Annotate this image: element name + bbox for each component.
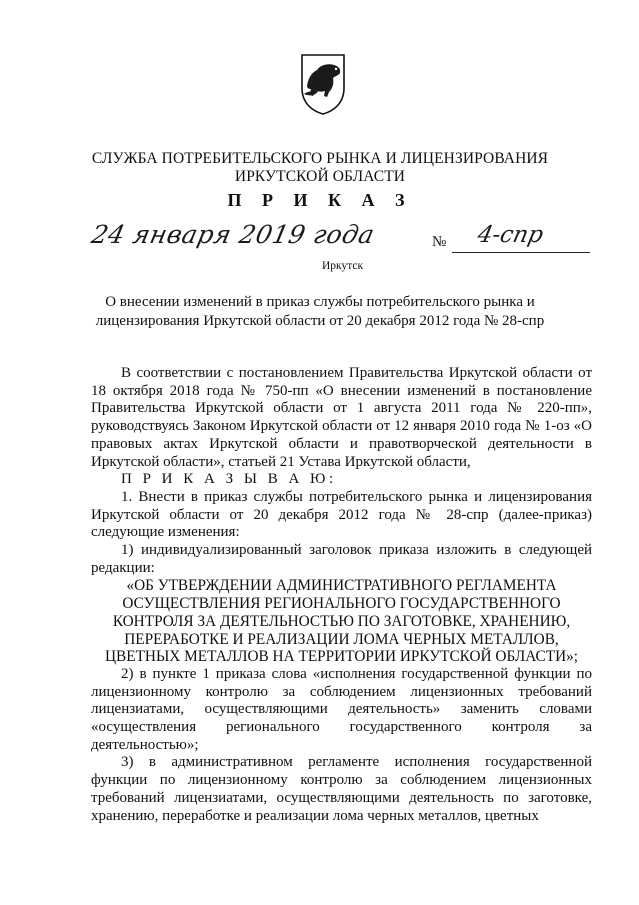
- item-1-paragraph: 1. Внести в приказ службы потребительского рынка и лицензирования Иркутской области от 20 декабря 2012 года № 28-спр (далее-приказ) следующие изменения:: [91, 488, 592, 541]
- subject-line-1: О внесении изменений в приказ службы потребительского рынка и: [105, 294, 535, 310]
- order-subject: [70, 293, 570, 331]
- city-label: Иркутск: [322, 260, 364, 272]
- number-sign: №: [432, 234, 447, 250]
- subitem-1-intro: 1) индивидуализированный заголовок приказа изложить в следующей редакции:: [91, 542, 592, 576]
- new-title-block: «ОБ УТВЕРЖДЕНИИ АДМИНИСТРАТИВНОГО РЕГЛАМЕНТА ОСУЩЕСТВЛЕНИЯ РЕГИОНАЛЬНОГО ГОСУДАРСТВЕННОГО КОНТРОЛЯ ЗА ДЕЯТЕЛЬНОСТЬЮ ПО ЗАГОТОВКЕ, ХРАНЕНИЮ, ПЕРЕРАБОТКЕ И РЕАЛИЗАЦИИ ЛОМА ЧЕРНЫХ МЕТАЛЛОВ, ЦВЕТНЫХ МЕТАЛЛОВ НА ТЕРРИТОРИИ ИРКУТСКОЙ ОБЛАСТИ»;: [104, 577, 579, 666]
- document-type-title: П Р И К А З: [227, 190, 413, 210]
- order-word: П Р И К А З Ы В А Ю:: [121, 471, 337, 488]
- agency-name: [60, 150, 580, 186]
- preamble-paragraph: В соответствии с постановлением Правительства Иркутской области от 18 октября 2018 года № 750-пп «О внесении изменений в постановление Правительства Иркутской области от 1 августа 2011 года № 220-пп», руководствуясь Законом Иркутской области от 12 января 2010 года № 1-оз «О правовых актах Иркутской области и правотворческой деятельности в Иркутской области», статьей 21 Устава Иркутской области,: [91, 365, 592, 470]
- agency-line-2: ИРКУТСКОЙ ОБЛАСТИ: [234, 168, 406, 185]
- coat-of-arms-emblem: [298, 52, 348, 116]
- subitem-2-paragraph: 2) в пункте 1 приказа слова «исполнения государственной функции по лицензионному контролю за соблюдением лицензионных требований лицензиатами, осуществляющими деятельность» заменить словами «осуществления регионального государственного контроля за деятельностью»;: [91, 665, 592, 753]
- order-body: [91, 365, 592, 825]
- agency-line-1: СЛУЖБА ПОТРЕБИТЕЛЬСКОГО РЫНКА И ЛИЦЕНЗИРОВАНИЯ: [91, 150, 549, 167]
- subitem-3-paragraph: 3) в административном регламенте исполнения государственной функции по лицензионному контролю за соблюдением лицензионных требований лицензиатами, осуществляющими деятельность по заготовке, хранению, переработке и реализации лома черных металлов, цветных: [91, 754, 592, 824]
- handwritten-order-number: 4-спр: [475, 222, 546, 248]
- handwritten-date: 24 января 2019 года: [88, 220, 378, 249]
- number-underline: [452, 252, 590, 253]
- subject-line-2: лицензирования Иркутской области от 20 декабря 2012 года № 28-спр: [95, 313, 545, 329]
